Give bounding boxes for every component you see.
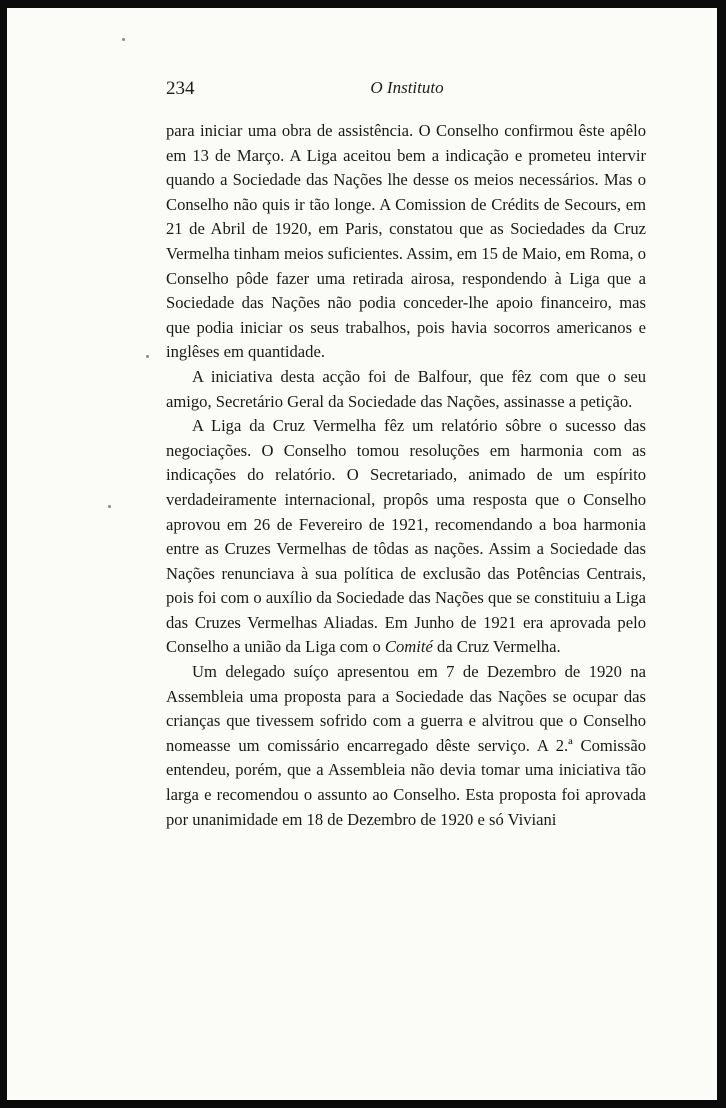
paper-speck	[122, 38, 125, 41]
paper-speck	[108, 505, 111, 508]
paragraph-3-text-a: A Liga da Cruz Vermelha fêz um relatório sôbre o sucesso das negociações. O Conselho tomou resoluções em harmonia com as indicações do relatório. O Secretariado, animado de um espírito verdadeiramente internacional, propôs uma resposta que o Conselho aprovou em 26 de Fevereiro de 1921, recomendando a boa harmonia entre as Cruzes Vermelhas de tôdas as nações. Assim a Sociedade das Nações renunciava à sua política de exclusão das Potências Centrais, pois foi com o auxílio da Sociedade das Nações que se constituiu a Liga das Cruzes Vermelhas Aliadas. Em Junho de 1921 era aprovada pelo Conselho a união da Liga com o	[166, 416, 646, 657]
paragraph-3-text-b: da Cruz Vermelha.	[432, 637, 561, 657]
page-number: 234	[166, 78, 195, 99]
paragraph-4: Um delegado suíço apresentou em 7 de Dezembro de 1920 na Assembleia uma proposta para a Sociedade das Nações se ocupar das crianças que tivessem sofrido com a guerra e alvitrou que o Conselho nomeasse um comissário encarregado dêste serviço. A 2.ª Comissão entendeu, porém, que a Assembleia não devia tomar uma iniciativa tão larga e recomendou o assunto ao Conselho. Esta proposta foi aprovada por unanimidade em 18 de Dezembro de 1920 e só Viviani	[166, 662, 646, 829]
paragraph-3	[166, 414, 646, 660]
paper-speck	[146, 355, 149, 358]
paragraph-3-italic-word: Comité	[384, 637, 433, 657]
book-page	[7, 8, 717, 1100]
page-header	[7, 78, 717, 102]
running-title: O Instituto	[370, 78, 444, 97]
paragraph-1: para iniciar uma obra de assistência. O Conselho confirmou êste apêlo em 13 de Março. A Liga aceitou bem a indicação e prometeu intervir quando a Sociedade das Nações lhe desse os meios necessários. Mas o Conselho não quis ir tão longe. A Comission de Crédits de Secours, em 21 de Abril de 1920, em Paris, constatou que as Sociedades da Cruz Vermelha tinham meios suficientes. Assim, em 15 de Maio, em Roma, o Conselho pôde fazer uma retirada airosa, respondendo à Liga que a Sociedade das Nações não podia conceder-lhe apoio financeiro, mas que podia iniciar os seus trabalhos, pois havia socorros americanos e inglêses em quantidade.	[166, 121, 646, 362]
body-text	[166, 119, 646, 832]
paragraph-2: A iniciativa desta acção foi de Balfour, que fêz com que o seu amigo, Secretário Geral da Sociedade das Nações, assinasse a petição.	[166, 366, 646, 411]
